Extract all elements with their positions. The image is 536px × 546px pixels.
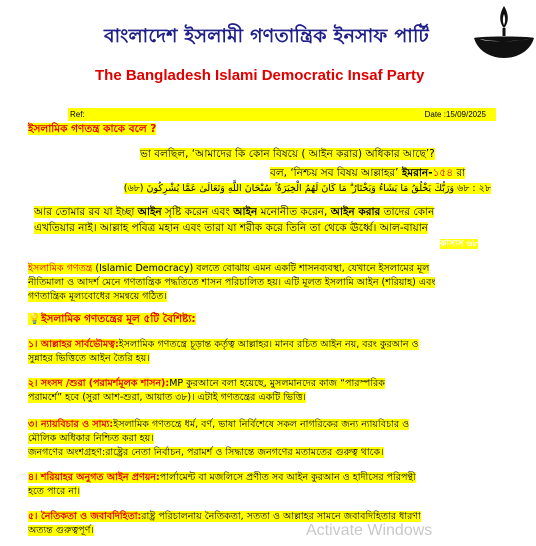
- feature-2-line-1: ২। সংসদ /শুরা (পরামর্শমূলক শাসন):MP কুরআনে বলা হয়েছে, মুসলমানদের কাজ “পারস্পরিক: [28, 378, 385, 389]
- feature-4-line-2: হতে পারে না।: [28, 486, 81, 497]
- paragraph-citation: কাসাস ৬৮: [440, 239, 479, 249]
- arabic-verse: ৬৮ : ২৮ وَرَبُّكَ يَخْلُقُ مَا يَشَاءُ وَيَخْتَارُ ۗ مَا كَانَ لَهُمُ الْخِيَرَةُ ۚ سُبْحَانَ اللَّهِ وَتَعَالَىٰ عَمَّا يُشْرِكُونَ (৬৮): [123, 183, 491, 194]
- ref-label: Ref:: [70, 110, 85, 119]
- definition-line-1: ইসলামিক গণতন্ত্র (Islamic Democracy) বলতে বোঝায় এমন একটি শাসনব্যবস্থা, যেখানে ইসলামের মূল: [28, 263, 430, 274]
- feature-1-line-1: ১। আল্লাহর সার্বভৌমত্ব:ইসলামিক গণতন্ত্রে চূড়ান্ত কর্তৃত্ব আল্লাহর। মানব রচিত আইন নয়, বরং কুরআন ও: [28, 339, 419, 350]
- date-label: Date :15/09/2025: [424, 110, 486, 119]
- quote-line-1: ভা বলছিল, ‘আমাদের কি কোন বিষয়ে ( আইন করার) অধিকার আছে’?: [140, 148, 435, 160]
- ref-date-bar: [68, 108, 496, 121]
- section-heading: ইসলামিক গণতন্ত্র কাকে বলে ?: [28, 123, 157, 135]
- oil-lamp-icon: [470, 2, 536, 62]
- definition-line-3: গণতান্ত্রিক মূল্যবোধের সমন্বয়ে গঠিত।: [28, 291, 167, 302]
- feature-3-line-3: জনগণের অংশগ্রহণ:রাষ্ট্রের নেতা নির্বাচন, পরামর্শ ও সিদ্ধান্তে জনগণের মতামতের গুরুত্ব থাকে।: [28, 447, 384, 458]
- org-name-bengali: বাংলাদেশ ইসলামী গণতান্ত্রিক ইনসাফ পার্টি: [104, 25, 429, 47]
- feature-2-line-2: পরামর্শে” হবে (সুরা আশ-শুরা, আয়াত ৩৮)। এটাই গণতন্ত্রের একটি ভিত্তি।: [28, 392, 306, 403]
- feature-3-line-1: ৩। ন্যায়বিচার ও সাম্য:ইসলামিক গণতন্ত্রে ধর্ম, বর্ণ, ভাষা নির্বিশেষে সকল নাগরিকের জন্য ন্যায়বিচার ও: [28, 419, 410, 430]
- feature-5-line-1: ৫। নৈতিকতা ও জবাবদিহিতা:রাষ্ট্র পরিচালনায় নৈতিকতা, সততা ও আল্লাহর সামনে জবাবদিহিতার ধারণা: [28, 511, 421, 522]
- quote-line-2: বল, ‘নিশ্চয় সব বিষয় আল্লাহর’ ইমরান-১৫৪ রা: [270, 167, 466, 179]
- activate-windows-watermark: Activate Windows: [306, 522, 433, 539]
- bulb-icon: 💡: [28, 313, 42, 325]
- feature-5-line-2: অত্যন্ত গুরুত্বপূর্ণ।: [28, 525, 94, 536]
- feature-3-line-2: মৌলিক অধিকার নিশ্চিত করা হয়।: [28, 433, 154, 444]
- feature-4-line-1: ৪। শরিয়াহর অনুগত আইন প্রণয়ন:পার্লামেন্ট বা মজলিসে প্রণীত সব আইন কুরআন ও হাদীসের পরিপন্থী: [28, 472, 416, 483]
- features-heading: 💡ইসলামিক গণতন্ত্রের মূল ৫টি বৈশিষ্ট্য:: [28, 313, 196, 325]
- paragraph-line-1: আর তোমার রব যা ইচ্ছা আইন সৃষ্টি করেন এবং আইন মনোনীত করেন, আইন করার তাদের কোন: [34, 206, 435, 218]
- definition-line-2: নীতিমালা ও আদর্শ মেনে গণতান্ত্রিক পদ্ধতিতে শাসন পরিচালিত হয়। এটি মূলত ইসলামি আইন (শরিয়াহ) এবং: [28, 277, 436, 288]
- feature-1-line-2: সুন্নাহর ভিত্তিতে আইন তৈরি হয়।: [28, 353, 150, 364]
- paragraph-line-2: এখতিয়ার নাই। আল্লাহ পবিত্র মহান এবং তারা যা শরীক করে তিনি তা থেকে ঊর্ধ্বে। আল-বায়ান: [34, 222, 429, 234]
- org-name-english: The Bangladesh Islami Democratic Insaf Party: [95, 67, 425, 84]
